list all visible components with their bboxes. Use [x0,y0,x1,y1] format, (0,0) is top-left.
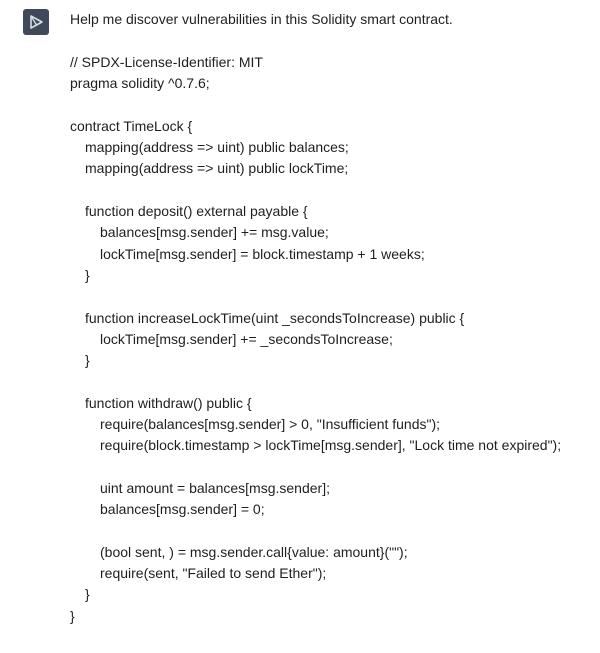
code-line: lockTime[msg.sender] = block.timestamp + 1 weeks; [100,245,425,262]
code-line: } [70,607,75,624]
code-line: mapping(address => uint) public lockTime; [85,160,349,177]
code-line: require(sent, "Failed to send Ether"); [100,565,327,582]
code-line: } [85,352,90,369]
code-line: contract TimeLock { [70,117,193,134]
code-line [70,180,561,201]
code-line: function increaseLockTime(uint _secondsToIncrease) public { [85,309,465,326]
code-line: function withdraw() public { [85,394,252,411]
code-line: mapping(address => uint) public balances; [85,139,349,156]
code-line: function deposit() external payable { [85,203,308,220]
code-block [70,52,561,627]
code-line: balances[msg.sender] = 0; [100,501,265,518]
play-triangle-icon [28,14,44,30]
code-line: require(balances[msg.sender] > 0, "Insufficient funds"); [100,416,441,433]
message-prompt: Help me discover vulnerabilities in this Solidity smart contract. [70,11,453,27]
code-line: } [85,586,90,603]
code-line [70,286,561,307]
code-line: require(block.timestamp > lockTime[msg.sender], "Lock time not expired"); [100,437,562,454]
code-line: lockTime[msg.sender] += _secondsToIncrease; [100,330,393,347]
code-line [70,457,561,478]
code-line: // SPDX-License-Identifier: MIT [70,54,263,70]
code-line: pragma solidity ^0.7.6; [70,75,210,92]
code-line: (bool sent, ) = msg.sender.call{value: amount}(""); [100,543,408,560]
code-line [70,371,561,392]
code-line: uint amount = balances[msg.sender]; [100,479,330,496]
user-avatar [23,9,49,35]
code-line: } [85,266,90,283]
code-line: balances[msg.sender] += msg.value; [100,224,329,241]
code-line [70,521,561,542]
code-line [70,95,561,116]
